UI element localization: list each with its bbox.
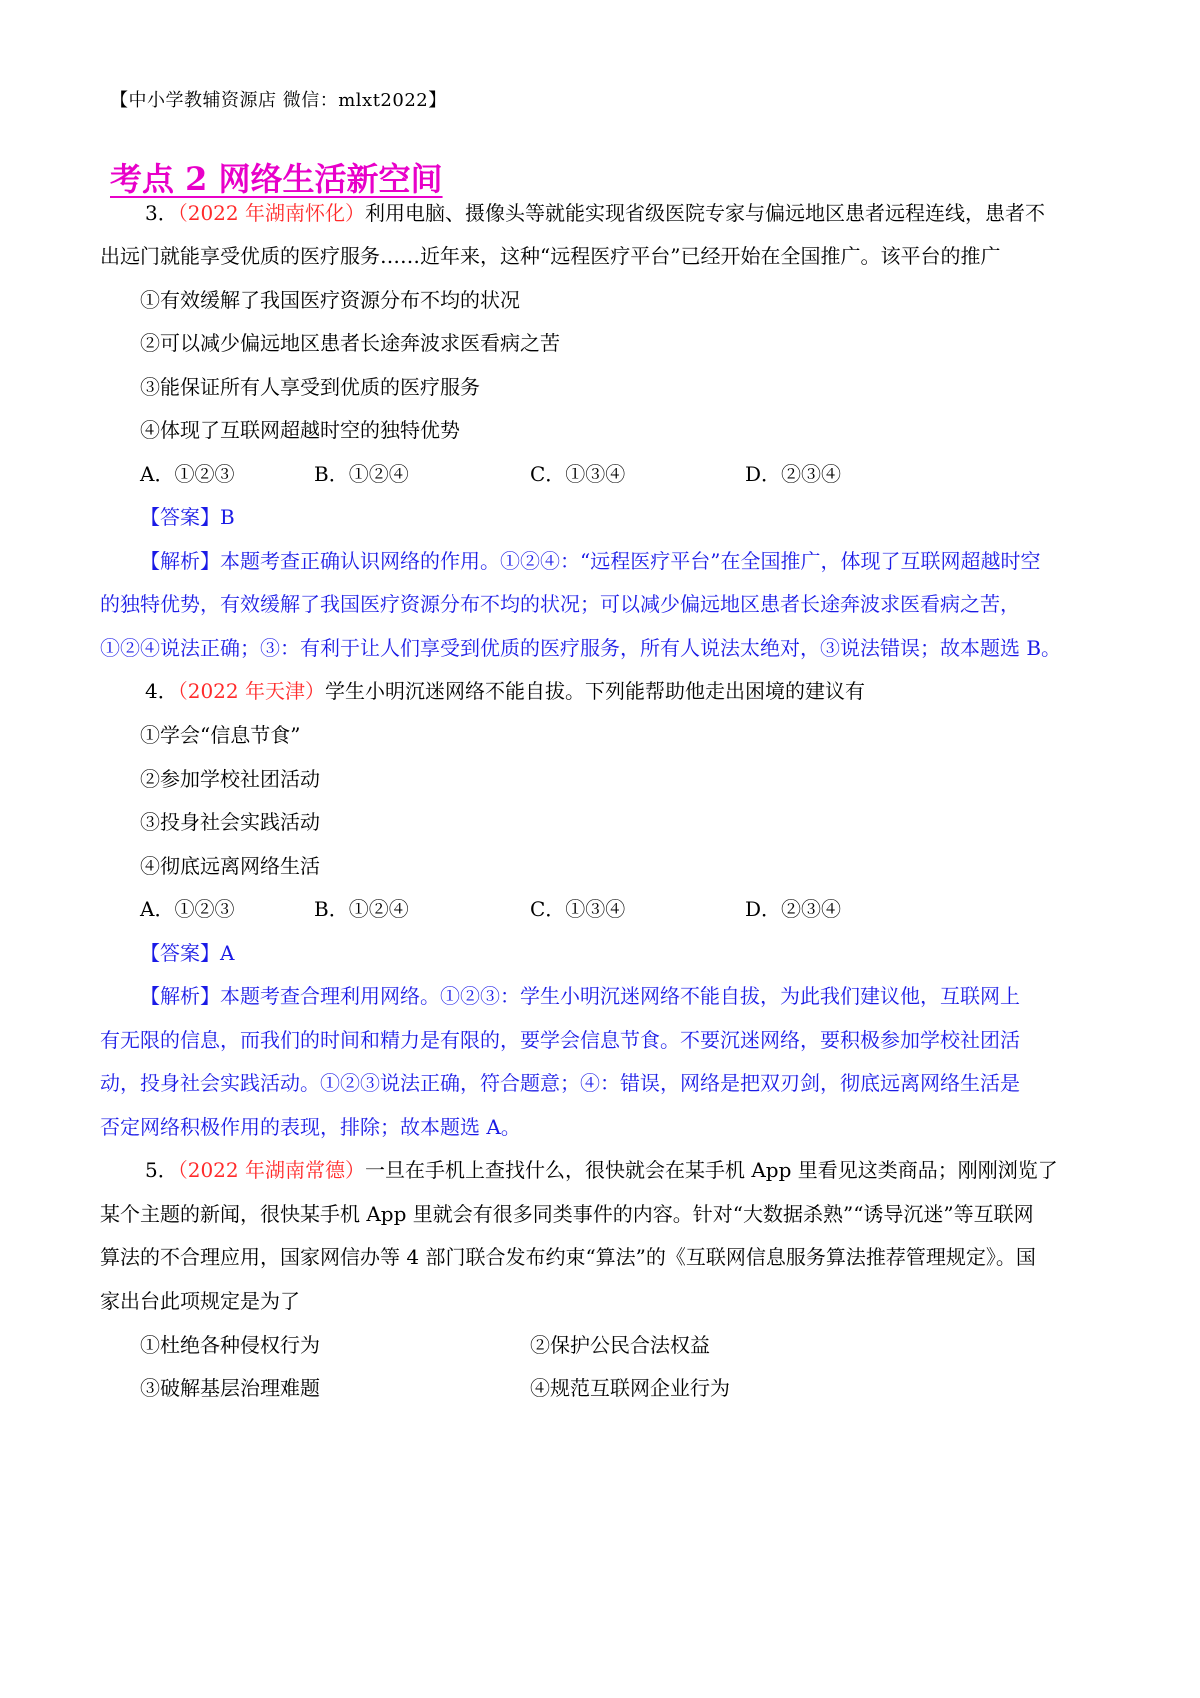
- q5-option-1: ①杜绝各种侵权行为: [140, 1333, 320, 1357]
- q4-choice-c: C．①③④: [530, 897, 626, 921]
- q5-stem-line-3: 算法的不合理应用，国家网信办等 4 部门联合发布约束“算法”的《互联网信息服务算法推荐管理规定》。国: [100, 1245, 1036, 1269]
- q3-analysis-line-1: [140, 546, 1040, 576]
- q3-stem-line-2: 出远门就能享受优质的医疗服务……近年来，这种“远程医疗平台”已经开始在全国推广。该平台的推广: [100, 244, 1001, 268]
- q4-choice-a: A．①②③: [140, 897, 235, 921]
- q3-choice-b: B．①②④: [314, 462, 409, 486]
- q5-option-4: ④规范互联网企业行为: [530, 1376, 730, 1400]
- q5-stem-text-1: 一旦在手机上查找什么，很快就会在某手机 App 里看见这类商品；刚刚浏览了: [365, 1158, 1058, 1182]
- q4-source: （2022 年天津）: [177, 679, 325, 703]
- q4-option-1: ①学会“信息节食”: [140, 723, 301, 747]
- q5-option-3: ③破解基层治理难题: [140, 1376, 320, 1400]
- q3-source: （2022 年湖南怀化）: [177, 201, 365, 225]
- q4-analysis-line-3: 动，投身社会实践活动。①②③说法正确，符合题意；④：错误，网络是把双刃剑，彻底远离网络生活是: [100, 1071, 1020, 1095]
- q3-analysis-text-1: 本题考查正确认识网络的作用。①②④：“远程医疗平台”在全国推广，体现了互联网超越时空: [220, 549, 1041, 573]
- q5-stem-line-2: 某个主题的新闻，很快某手机 App 里就会有很多同类事件的内容。针对“大数据杀熟”“诱导沉迷”等互联网: [100, 1202, 1034, 1226]
- q4-analysis-label: 【解析】: [140, 984, 220, 1008]
- q3-stem-line-1: [145, 198, 1045, 228]
- q3-analysis-label: 【解析】: [140, 549, 220, 573]
- q3-option-4: ④体现了互联网超越时空的独特优势: [140, 418, 460, 442]
- q4-analysis-line-4: 否定网络积极作用的表现，排除；故本题选 A。: [100, 1115, 521, 1139]
- q4-answer: [140, 938, 234, 968]
- page-header: 【中小学教辅资源店 微信：mlxt2022】: [110, 90, 447, 111]
- q3-analysis-line-3: ①②④说法正确；③：有利于让人们享受到优质的医疗服务，所有人说法太绝对，③说法错误；故本题选 B。: [100, 636, 1062, 660]
- q5-number: 5．: [145, 1158, 178, 1182]
- q5-source: （2022 年湖南常德）: [177, 1158, 365, 1182]
- q4-choice-d: D．②③④: [745, 897, 842, 921]
- q3-option-2: ②可以减少偏远地区患者长途奔波求医看病之苦: [140, 331, 560, 355]
- q4-stem-line-1: [145, 676, 865, 706]
- q4-analysis-line-2: 有无限的信息，而我们的时间和精力是有限的，要学会信息节食。不要沉迷网络，要积极参加学校社团活: [100, 1028, 1020, 1052]
- q3-answer-label: 【答案】: [140, 505, 220, 529]
- q4-answer-value: A: [220, 941, 235, 965]
- q4-option-4: ④彻底远离网络生活: [140, 854, 320, 878]
- q3-stem-text-1: 利用电脑、摄像头等就能实现省级医院专家与偏远地区患者远程连线，患者不: [365, 201, 1045, 225]
- q3-answer-value: B: [220, 505, 235, 529]
- q4-analysis-line-1: [140, 981, 1020, 1011]
- q3-option-1: ①有效缓解了我国医疗资源分布不均的状况: [140, 288, 520, 312]
- q3-answer: [140, 502, 235, 532]
- q3-analysis-line-2: 的独特优势，有效缓解了我国医疗资源分布不均的状况；可以减少偏远地区患者长途奔波求医看病之苦，: [100, 592, 1020, 616]
- q5-stem-line-4: 家出台此项规定是为了: [100, 1289, 300, 1313]
- q3-number: 3．: [145, 201, 178, 225]
- q3-choice-c: C．①③④: [530, 462, 626, 486]
- q4-answer-label: 【答案】: [140, 941, 220, 965]
- q5-option-2: ②保护公民合法权益: [530, 1333, 710, 1357]
- q4-option-2: ②参加学校社团活动: [140, 767, 320, 791]
- q4-analysis-text-1: 本题考查合理利用网络。①②③：学生小明沉迷网络不能自拔，为此我们建议他，互联网上: [220, 984, 1020, 1008]
- q3-choice-d: D．②③④: [745, 462, 842, 486]
- q4-option-3: ③投身社会实践活动: [140, 810, 320, 834]
- q5-stem-line-1: [145, 1155, 1058, 1185]
- q3-option-3: ③能保证所有人享受到优质的医疗服务: [140, 375, 480, 399]
- q4-choice-b: B．①②④: [314, 897, 409, 921]
- section-title: 考点 2 网络生活新空间: [110, 160, 443, 198]
- q3-choice-a: A．①②③: [140, 462, 235, 486]
- q4-number: 4．: [145, 679, 178, 703]
- q4-stem-text-1: 学生小明沉迷网络不能自拔。下列能帮助他走出困境的建议有: [325, 679, 865, 703]
